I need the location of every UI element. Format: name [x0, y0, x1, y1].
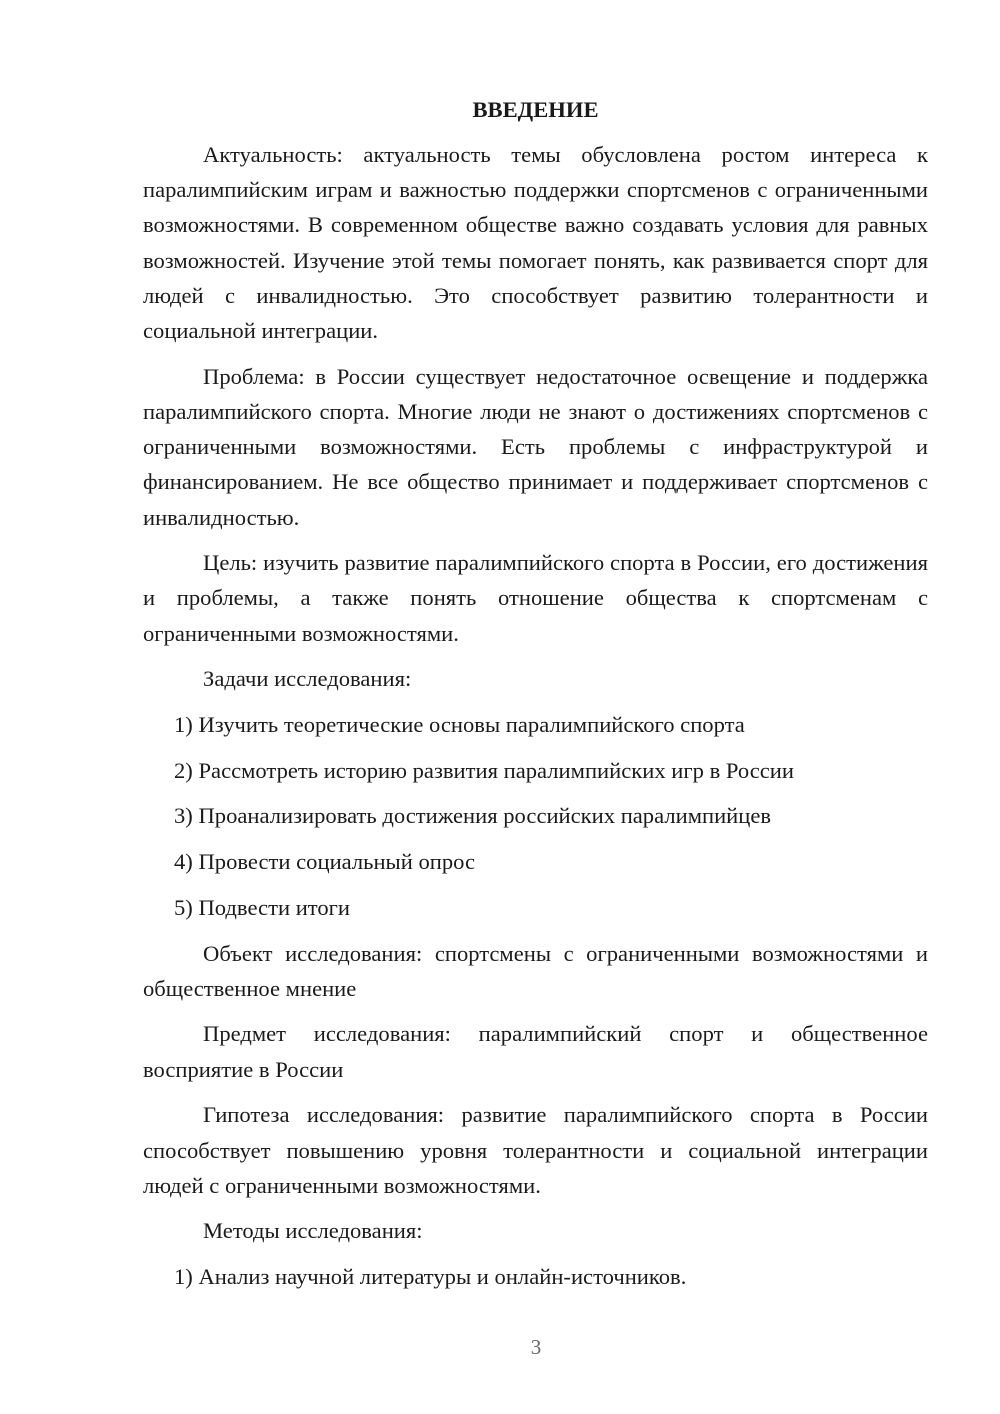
- list-item: 4) Провести социальный опрос: [174, 849, 476, 875]
- list-item: 2) Рассмотреть историю развития паралимпийских игр в России: [174, 757, 794, 783]
- tasks-list: [143, 707, 928, 925]
- list-item: 5) Подвести итоги: [174, 894, 351, 920]
- methods-list: [143, 1259, 928, 1294]
- subject-paragraph: Предмет исследования: паралимпийский спорт и общественное восприятие в России: [143, 1021, 928, 1082]
- tasks-heading: Задачи исследования:: [203, 666, 412, 692]
- list-item: 3) Проанализировать достижения российских паралимпийцев: [174, 803, 772, 829]
- section-title: ВВЕДЕНИЕ: [472, 97, 599, 122]
- page-number: 3: [530, 1335, 542, 1359]
- methods-heading: Методы исследования:: [203, 1218, 423, 1244]
- relevance-paragraph: Актуальность: актуальность темы обусловлена ростом интереса к паралимпийским играм и важностью поддержки спортсменов с ограниченными возможностями. В современном обществе важно создавать условия для равных возможностей. Изучение этой темы помогает понять, как развивается спорт для людей с инвалидностью. Это способствует развитию толерантности и социальной интеграции.: [143, 142, 928, 344]
- hypothesis-paragraph: Гипотеза исследования: развитие паралимпийского спорта в России способствует повышению уровня толерантности и социальной интеграции людей с ограниченными возможностями.: [143, 1102, 928, 1198]
- page-content: [143, 92, 928, 1305]
- object-paragraph: Объект исследования: спортсмены с ограниченными возможностями и общественное мнение: [143, 940, 928, 1001]
- goal-paragraph: Цель: изучить развитие паралимпийского спорта в России, его достижения и проблемы, а также понять отношение общества к спортсменам с ограниченными возможностями.: [143, 550, 928, 646]
- list-item: 1) Анализ научной литературы и онлайн-источников.: [174, 1264, 687, 1290]
- list-item: 1) Изучить теоретические основы паралимпийского спорта: [174, 712, 745, 738]
- problem-paragraph: Проблема: в России существует недостаточное освещение и поддержка паралимпийского спорта. Многие люди не знают о достижениях спортсменов с ограниченными возможностями. Есть проблемы с инфраструктурой и финансированием. Не все общество принимает и поддерживает спортсменов с инвалидностью.: [143, 363, 928, 530]
